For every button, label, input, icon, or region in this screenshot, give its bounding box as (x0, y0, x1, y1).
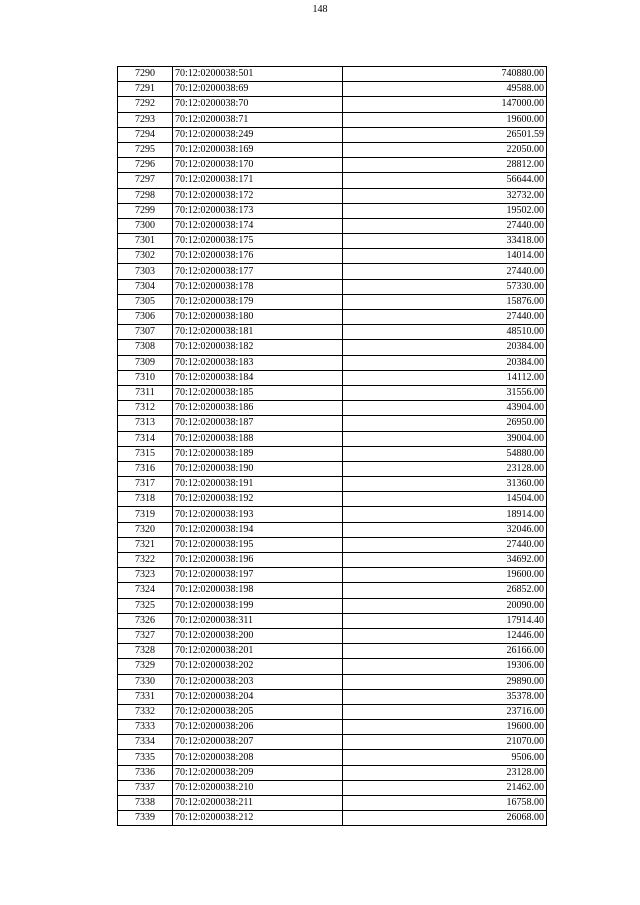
table-row (118, 264, 547, 279)
table-body (118, 67, 547, 826)
table-row (118, 142, 547, 157)
row-number-cell: 7296 (118, 158, 173, 173)
table-row (118, 659, 547, 674)
cadastral-number-cell: 70:12:0200038:501 (173, 67, 343, 82)
cadastral-number-cell: 70:12:0200038:192 (173, 492, 343, 507)
cadastral-value-cell: 32732.00 (343, 188, 547, 203)
cadastral-number-cell: 70:12:0200038:175 (173, 234, 343, 249)
table-row (118, 173, 547, 188)
row-number-cell: 7314 (118, 431, 173, 446)
table-row (118, 765, 547, 780)
row-number-cell: 7327 (118, 628, 173, 643)
row-number-cell: 7319 (118, 507, 173, 522)
table-row (118, 674, 547, 689)
table-row (118, 67, 547, 82)
row-number-cell: 7334 (118, 735, 173, 750)
cadastral-value-cell: 14014.00 (343, 249, 547, 264)
cadastral-value-cell: 33418.00 (343, 234, 547, 249)
table-row (118, 218, 547, 233)
cadastral-value-cell: 35378.00 (343, 689, 547, 704)
table-row (118, 492, 547, 507)
table-row (118, 568, 547, 583)
cadastral-number-cell: 70:12:0200038:200 (173, 628, 343, 643)
table-row (118, 644, 547, 659)
cadastral-value-cell: 26950.00 (343, 416, 547, 431)
table-row (118, 158, 547, 173)
row-number-cell: 7313 (118, 416, 173, 431)
table-row (118, 583, 547, 598)
cadastral-number-cell: 70:12:0200038:185 (173, 385, 343, 400)
cadastral-value-cell: 14112.00 (343, 370, 547, 385)
table-row (118, 340, 547, 355)
cadastral-number-cell: 70:12:0200038:176 (173, 249, 343, 264)
row-number-cell: 7302 (118, 249, 173, 264)
row-number-cell: 7311 (118, 385, 173, 400)
cadastral-value-cell: 9506.00 (343, 750, 547, 765)
table-row (118, 689, 547, 704)
table-row (118, 537, 547, 552)
cadastral-number-cell: 70:12:0200038:191 (173, 477, 343, 492)
row-number-cell: 7338 (118, 796, 173, 811)
table-row (118, 249, 547, 264)
row-number-cell: 7310 (118, 370, 173, 385)
row-number-cell: 7294 (118, 127, 173, 142)
row-number-cell: 7300 (118, 218, 173, 233)
cadastral-number-cell: 70:12:0200038:71 (173, 112, 343, 127)
cadastral-value-cell: 29890.00 (343, 674, 547, 689)
cadastral-value-cell: 12446.00 (343, 628, 547, 643)
row-number-cell: 7336 (118, 765, 173, 780)
table-row (118, 522, 547, 537)
cadastral-value-cell: 23128.00 (343, 461, 547, 476)
cadastral-number-cell: 70:12:0200038:183 (173, 355, 343, 370)
cadastral-value-cell: 20090.00 (343, 598, 547, 613)
cadastral-value-cell: 31556.00 (343, 385, 547, 400)
cadastral-value-cell: 147000.00 (343, 97, 547, 112)
table-row (118, 401, 547, 416)
table-row (118, 97, 547, 112)
row-number-cell: 7320 (118, 522, 173, 537)
row-number-cell: 7297 (118, 173, 173, 188)
table-row (118, 750, 547, 765)
table-row (118, 796, 547, 811)
row-number-cell: 7329 (118, 659, 173, 674)
table-row (118, 613, 547, 628)
row-number-cell: 7332 (118, 704, 173, 719)
row-number-cell: 7309 (118, 355, 173, 370)
cadastral-value-cell: 21462.00 (343, 780, 547, 795)
cadastral-value-cell: 19600.00 (343, 112, 547, 127)
table-row (118, 294, 547, 309)
row-number-cell: 7315 (118, 446, 173, 461)
cadastral-number-cell: 70:12:0200038:211 (173, 796, 343, 811)
cadastral-number-cell: 70:12:0200038:206 (173, 720, 343, 735)
cadastral-number-cell: 70:12:0200038:188 (173, 431, 343, 446)
cadastral-number-cell: 70:12:0200038:203 (173, 674, 343, 689)
cadastral-value-cell: 740880.00 (343, 67, 547, 82)
cadastral-value-cell: 20384.00 (343, 355, 547, 370)
row-number-cell: 7301 (118, 234, 173, 249)
cadastral-number-cell: 70:12:0200038:204 (173, 689, 343, 704)
cadastral-number-cell: 70:12:0200038:194 (173, 522, 343, 537)
cadastral-number-cell: 70:12:0200038:181 (173, 325, 343, 340)
cadastral-number-cell: 70:12:0200038:196 (173, 553, 343, 568)
row-number-cell: 7308 (118, 340, 173, 355)
cadastral-value-cell: 27440.00 (343, 310, 547, 325)
cadastral-number-cell: 70:12:0200038:179 (173, 294, 343, 309)
row-number-cell: 7295 (118, 142, 173, 157)
row-number-cell: 7316 (118, 461, 173, 476)
table-row (118, 704, 547, 719)
row-number-cell: 7328 (118, 644, 173, 659)
row-number-cell: 7305 (118, 294, 173, 309)
cadastral-value-cell: 28812.00 (343, 158, 547, 173)
cadastral-number-cell: 70:12:0200038:202 (173, 659, 343, 674)
row-number-cell: 7323 (118, 568, 173, 583)
row-number-cell: 7291 (118, 82, 173, 97)
table-row (118, 720, 547, 735)
row-number-cell: 7317 (118, 477, 173, 492)
cadastral-number-cell: 70:12:0200038:198 (173, 583, 343, 598)
row-number-cell: 7303 (118, 264, 173, 279)
row-number-cell: 7293 (118, 112, 173, 127)
row-number-cell: 7331 (118, 689, 173, 704)
table-row (118, 461, 547, 476)
cadastral-value-cell: 27440.00 (343, 218, 547, 233)
row-number-cell: 7292 (118, 97, 173, 112)
table-row (118, 477, 547, 492)
cadastral-number-cell: 70:12:0200038:207 (173, 735, 343, 750)
cadastral-value-cell: 16758.00 (343, 796, 547, 811)
cadastral-number-cell: 70:12:0200038:190 (173, 461, 343, 476)
cadastral-value-cell: 27440.00 (343, 264, 547, 279)
cadastral-number-cell: 70:12:0200038:210 (173, 780, 343, 795)
cadastral-value-cell: 54880.00 (343, 446, 547, 461)
cadastral-value-cell: 49588.00 (343, 82, 547, 97)
table-row (118, 385, 547, 400)
cadastral-number-cell: 70:12:0200038:171 (173, 173, 343, 188)
row-number-cell: 7330 (118, 674, 173, 689)
cadastral-number-cell: 70:12:0200038:182 (173, 340, 343, 355)
cadastral-value-cell: 56644.00 (343, 173, 547, 188)
cadastral-value-cell: 32046.00 (343, 522, 547, 537)
cadastral-number-cell: 70:12:0200038:172 (173, 188, 343, 203)
row-number-cell: 7298 (118, 188, 173, 203)
cadastral-number-cell: 70:12:0200038:208 (173, 750, 343, 765)
table-row (118, 598, 547, 613)
cadastral-value-cell: 19600.00 (343, 568, 547, 583)
table-row (118, 507, 547, 522)
cadastral-value-cell: 15876.00 (343, 294, 547, 309)
cadastral-value-cell: 57330.00 (343, 279, 547, 294)
table-row (118, 446, 547, 461)
cadastral-number-cell: 70:12:0200038:177 (173, 264, 343, 279)
cadastral-number-cell: 70:12:0200038:197 (173, 568, 343, 583)
page-number: 148 (312, 4, 328, 15)
cadastral-value-cell: 26852.00 (343, 583, 547, 598)
table-row (118, 279, 547, 294)
table-row (118, 780, 547, 795)
cadastral-number-cell: 70:12:0200038:69 (173, 82, 343, 97)
cadastral-value-cell: 26501.59 (343, 127, 547, 142)
cadastral-value-cell: 19306.00 (343, 659, 547, 674)
table-row (118, 325, 547, 340)
row-number-cell: 7304 (118, 279, 173, 294)
cadastral-value-cell: 26166.00 (343, 644, 547, 659)
cadastral-number-cell: 70:12:0200038:173 (173, 203, 343, 218)
cadastral-number-cell: 70:12:0200038:311 (173, 613, 343, 628)
row-number-cell: 7325 (118, 598, 173, 613)
cadastral-value-cell: 18914.00 (343, 507, 547, 522)
table-row (118, 82, 547, 97)
cadastral-value-cell: 48510.00 (343, 325, 547, 340)
cadastral-number-cell: 70:12:0200038:209 (173, 765, 343, 780)
table-row (118, 355, 547, 370)
cadastral-number-cell: 70:12:0200038:189 (173, 446, 343, 461)
cadastral-number-cell: 70:12:0200038:199 (173, 598, 343, 613)
cadastral-number-cell: 70:12:0200038:186 (173, 401, 343, 416)
row-number-cell: 7307 (118, 325, 173, 340)
cadastral-value-cell: 22050.00 (343, 142, 547, 157)
cadastral-number-cell: 70:12:0200038:178 (173, 279, 343, 294)
cadastral-number-cell: 70:12:0200038:193 (173, 507, 343, 522)
cadastral-number-cell: 70:12:0200038:249 (173, 127, 343, 142)
table-row (118, 127, 547, 142)
cadastral-number-cell: 70:12:0200038:180 (173, 310, 343, 325)
cadastral-number-cell: 70:12:0200038:184 (173, 370, 343, 385)
cadastral-value-cell: 26068.00 (343, 811, 547, 826)
cadastral-value-cell: 23716.00 (343, 704, 547, 719)
row-number-cell: 7312 (118, 401, 173, 416)
table-row (118, 628, 547, 643)
cadastral-value-cell: 19600.00 (343, 720, 547, 735)
table-row (118, 234, 547, 249)
cadastral-number-cell: 70:12:0200038:205 (173, 704, 343, 719)
row-number-cell: 7333 (118, 720, 173, 735)
table-row (118, 370, 547, 385)
table-row (118, 431, 547, 446)
row-number-cell: 7290 (118, 67, 173, 82)
row-number-cell: 7339 (118, 811, 173, 826)
row-number-cell: 7299 (118, 203, 173, 218)
cadastral-value-cell: 31360.00 (343, 477, 547, 492)
cadastral-value-cell: 23128.00 (343, 765, 547, 780)
cadastral-value-cell: 34692.00 (343, 553, 547, 568)
row-number-cell: 7322 (118, 553, 173, 568)
row-number-cell: 7318 (118, 492, 173, 507)
cadastral-number-cell: 70:12:0200038:195 (173, 537, 343, 552)
row-number-cell: 7326 (118, 613, 173, 628)
table-row (118, 310, 547, 325)
cadastral-number-cell: 70:12:0200038:70 (173, 97, 343, 112)
cadastral-number-cell: 70:12:0200038:169 (173, 142, 343, 157)
cadastral-value-cell: 21070.00 (343, 735, 547, 750)
row-number-cell: 7337 (118, 780, 173, 795)
row-number-cell: 7321 (118, 537, 173, 552)
table-row (118, 811, 547, 826)
table-row (118, 188, 547, 203)
cadastral-value-cell: 20384.00 (343, 340, 547, 355)
table-row (118, 735, 547, 750)
row-number-cell: 7306 (118, 310, 173, 325)
cadastral-number-cell: 70:12:0200038:174 (173, 218, 343, 233)
table-row (118, 553, 547, 568)
cadastral-value-cell: 19502.00 (343, 203, 547, 218)
table-row (118, 203, 547, 218)
cadastral-value-cell: 39004.00 (343, 431, 547, 446)
cadastral-number-cell: 70:12:0200038:170 (173, 158, 343, 173)
table-row (118, 416, 547, 431)
row-number-cell: 7324 (118, 583, 173, 598)
cadastral-value-cell: 14504.00 (343, 492, 547, 507)
cadastral-value-cell: 27440.00 (343, 537, 547, 552)
cadastral-value-cell: 17914.40 (343, 613, 547, 628)
row-number-cell: 7335 (118, 750, 173, 765)
cadastral-number-cell: 70:12:0200038:212 (173, 811, 343, 826)
cadastral-number-cell: 70:12:0200038:187 (173, 416, 343, 431)
cadastral-number-cell: 70:12:0200038:201 (173, 644, 343, 659)
table-row (118, 112, 547, 127)
cadastral-value-table (117, 66, 547, 826)
cadastral-value-cell: 43904.00 (343, 401, 547, 416)
